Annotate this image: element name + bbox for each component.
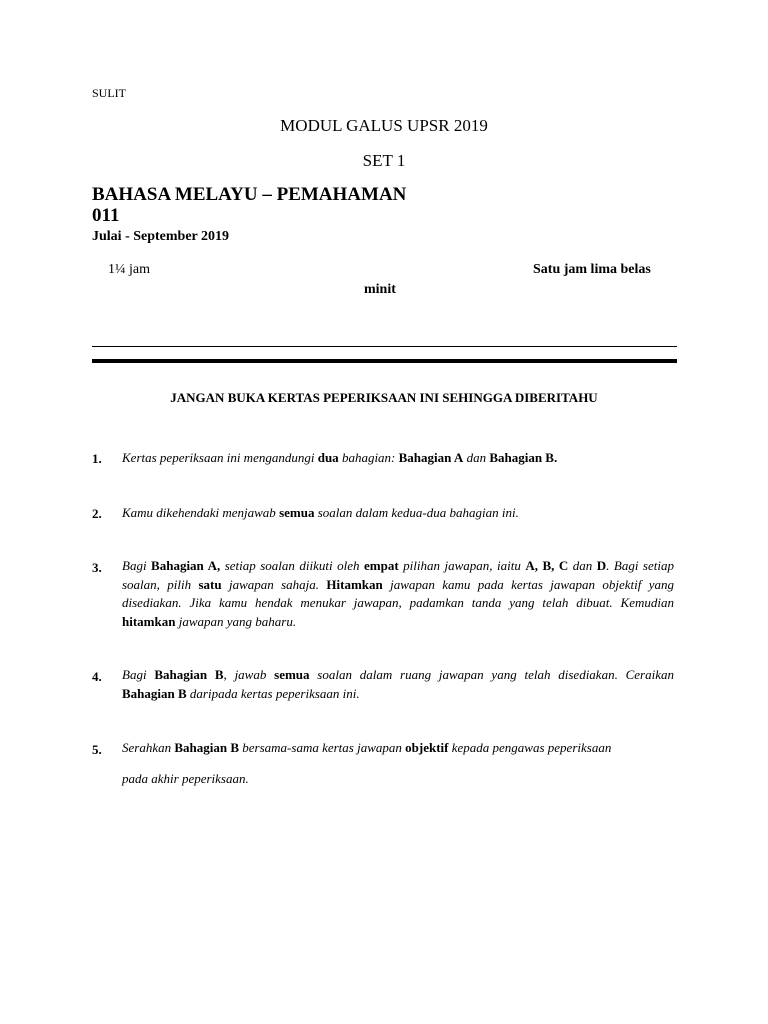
subject-code: 011 — [92, 205, 120, 226]
instruction-phrase: pilihan jawapan, iaitu — [398, 558, 526, 573]
instruction-phrase: jawapan sahaja. — [221, 576, 327, 592]
instruction-number: 1. — [92, 451, 102, 466]
instruction-number: 3. — [92, 560, 102, 575]
instruction-phrase: Kertas peperiksaan ini mengandungi — [122, 450, 318, 465]
instruction-phrase: Bagi — [122, 558, 152, 573]
set-label: SET 1 — [362, 151, 406, 170]
subject-name: BAHASA MELAYU – PEMAHAMAN — [92, 184, 407, 205]
emphasis-text: Hitamkan — [326, 576, 383, 592]
emphasis-text: empat — [363, 558, 399, 573]
instruction-continuation: pada akhir peperiksaan. — [122, 771, 249, 786]
instruction-phrase: soalan dalam kedua-dua bahagian ini. — [314, 505, 519, 520]
emphasis-text: D — [596, 558, 607, 573]
emphasis-text: hitamkan — [122, 613, 176, 629]
emphasis-text: satu — [198, 576, 222, 592]
duration-words: Satu jam lima belas — [533, 262, 651, 277]
instruction-phrase: Bagi — [122, 667, 155, 682]
instruction-phrase: jawapan yang baharu. — [175, 613, 297, 629]
instruction-phrase: Serahkan — [122, 740, 175, 755]
instruction-phrase: bahagian: — [338, 450, 399, 465]
instruction-text — [122, 739, 674, 758]
instruction-text — [122, 557, 674, 631]
emphasis-text: Bahagian B — [122, 685, 187, 701]
subject-title — [92, 184, 406, 226]
instruction-phrase: jawapan kamu pada kertas jawapan objektif yang disediakan. Jika kamu hendak menukar jawapan, padamkan tanda yang telah dibuat. Kemudian — [122, 576, 674, 610]
instruction-phrase: soalan dalam ruang jawapan yang telah disediakan. Ceraikan — [309, 667, 674, 682]
instruction-text — [122, 666, 674, 703]
emphasis-text: Bahagian B. — [489, 450, 558, 465]
exam-period: Julai - September 2019 — [92, 229, 230, 244]
instruction-phrase: dan — [463, 450, 490, 465]
instruction-text — [122, 504, 674, 523]
duration-words-continued: minit — [364, 282, 396, 297]
divider-thick — [92, 359, 677, 363]
instruction-phrase: daripada kertas peperiksaan ini. — [186, 685, 360, 701]
module-title: MODUL GALUS UPSR 2019 — [280, 116, 488, 135]
instruction-number: 2. — [92, 506, 102, 521]
instruction-phrase: . Bagi setiap soalan, pilih — [122, 558, 674, 592]
emphasis-text: semua — [274, 667, 310, 682]
instruction-phrase: bersama-sama kertas jawapan — [239, 740, 406, 755]
instruction-number: 4. — [92, 669, 102, 684]
warning-heading: JANGAN BUKA KERTAS PEPERIKSAAN INI SEHINGGA DIBERITAHU — [170, 390, 598, 405]
emphasis-text: Bahagian B — [154, 667, 224, 682]
emphasis-text: A, B, C — [525, 558, 569, 573]
duration-short: 1¼ jam — [108, 262, 150, 277]
instruction-phrase: dan — [568, 558, 597, 573]
divider-thin — [92, 346, 677, 347]
instruction-number: 5. — [92, 742, 102, 757]
emphasis-text: dua — [317, 450, 339, 465]
emphasis-text: Bahagian A, — [151, 558, 221, 573]
instruction-phrase: setiap soalan diikuti oleh — [220, 558, 364, 573]
confidential-label: SULIT — [92, 86, 126, 100]
emphasis-text: semua — [279, 505, 315, 520]
emphasis-text: objektif — [405, 740, 449, 755]
emphasis-text: Bahagian A — [398, 450, 464, 465]
instruction-phrase: Kamu dikehendaki menjawab — [122, 505, 280, 520]
emphasis-text: Bahagian B — [174, 740, 240, 755]
instruction-phrase: kepada pengawas peperiksaan — [448, 740, 612, 755]
instruction-phrase: , jawab — [223, 667, 275, 682]
instruction-text — [122, 449, 674, 468]
